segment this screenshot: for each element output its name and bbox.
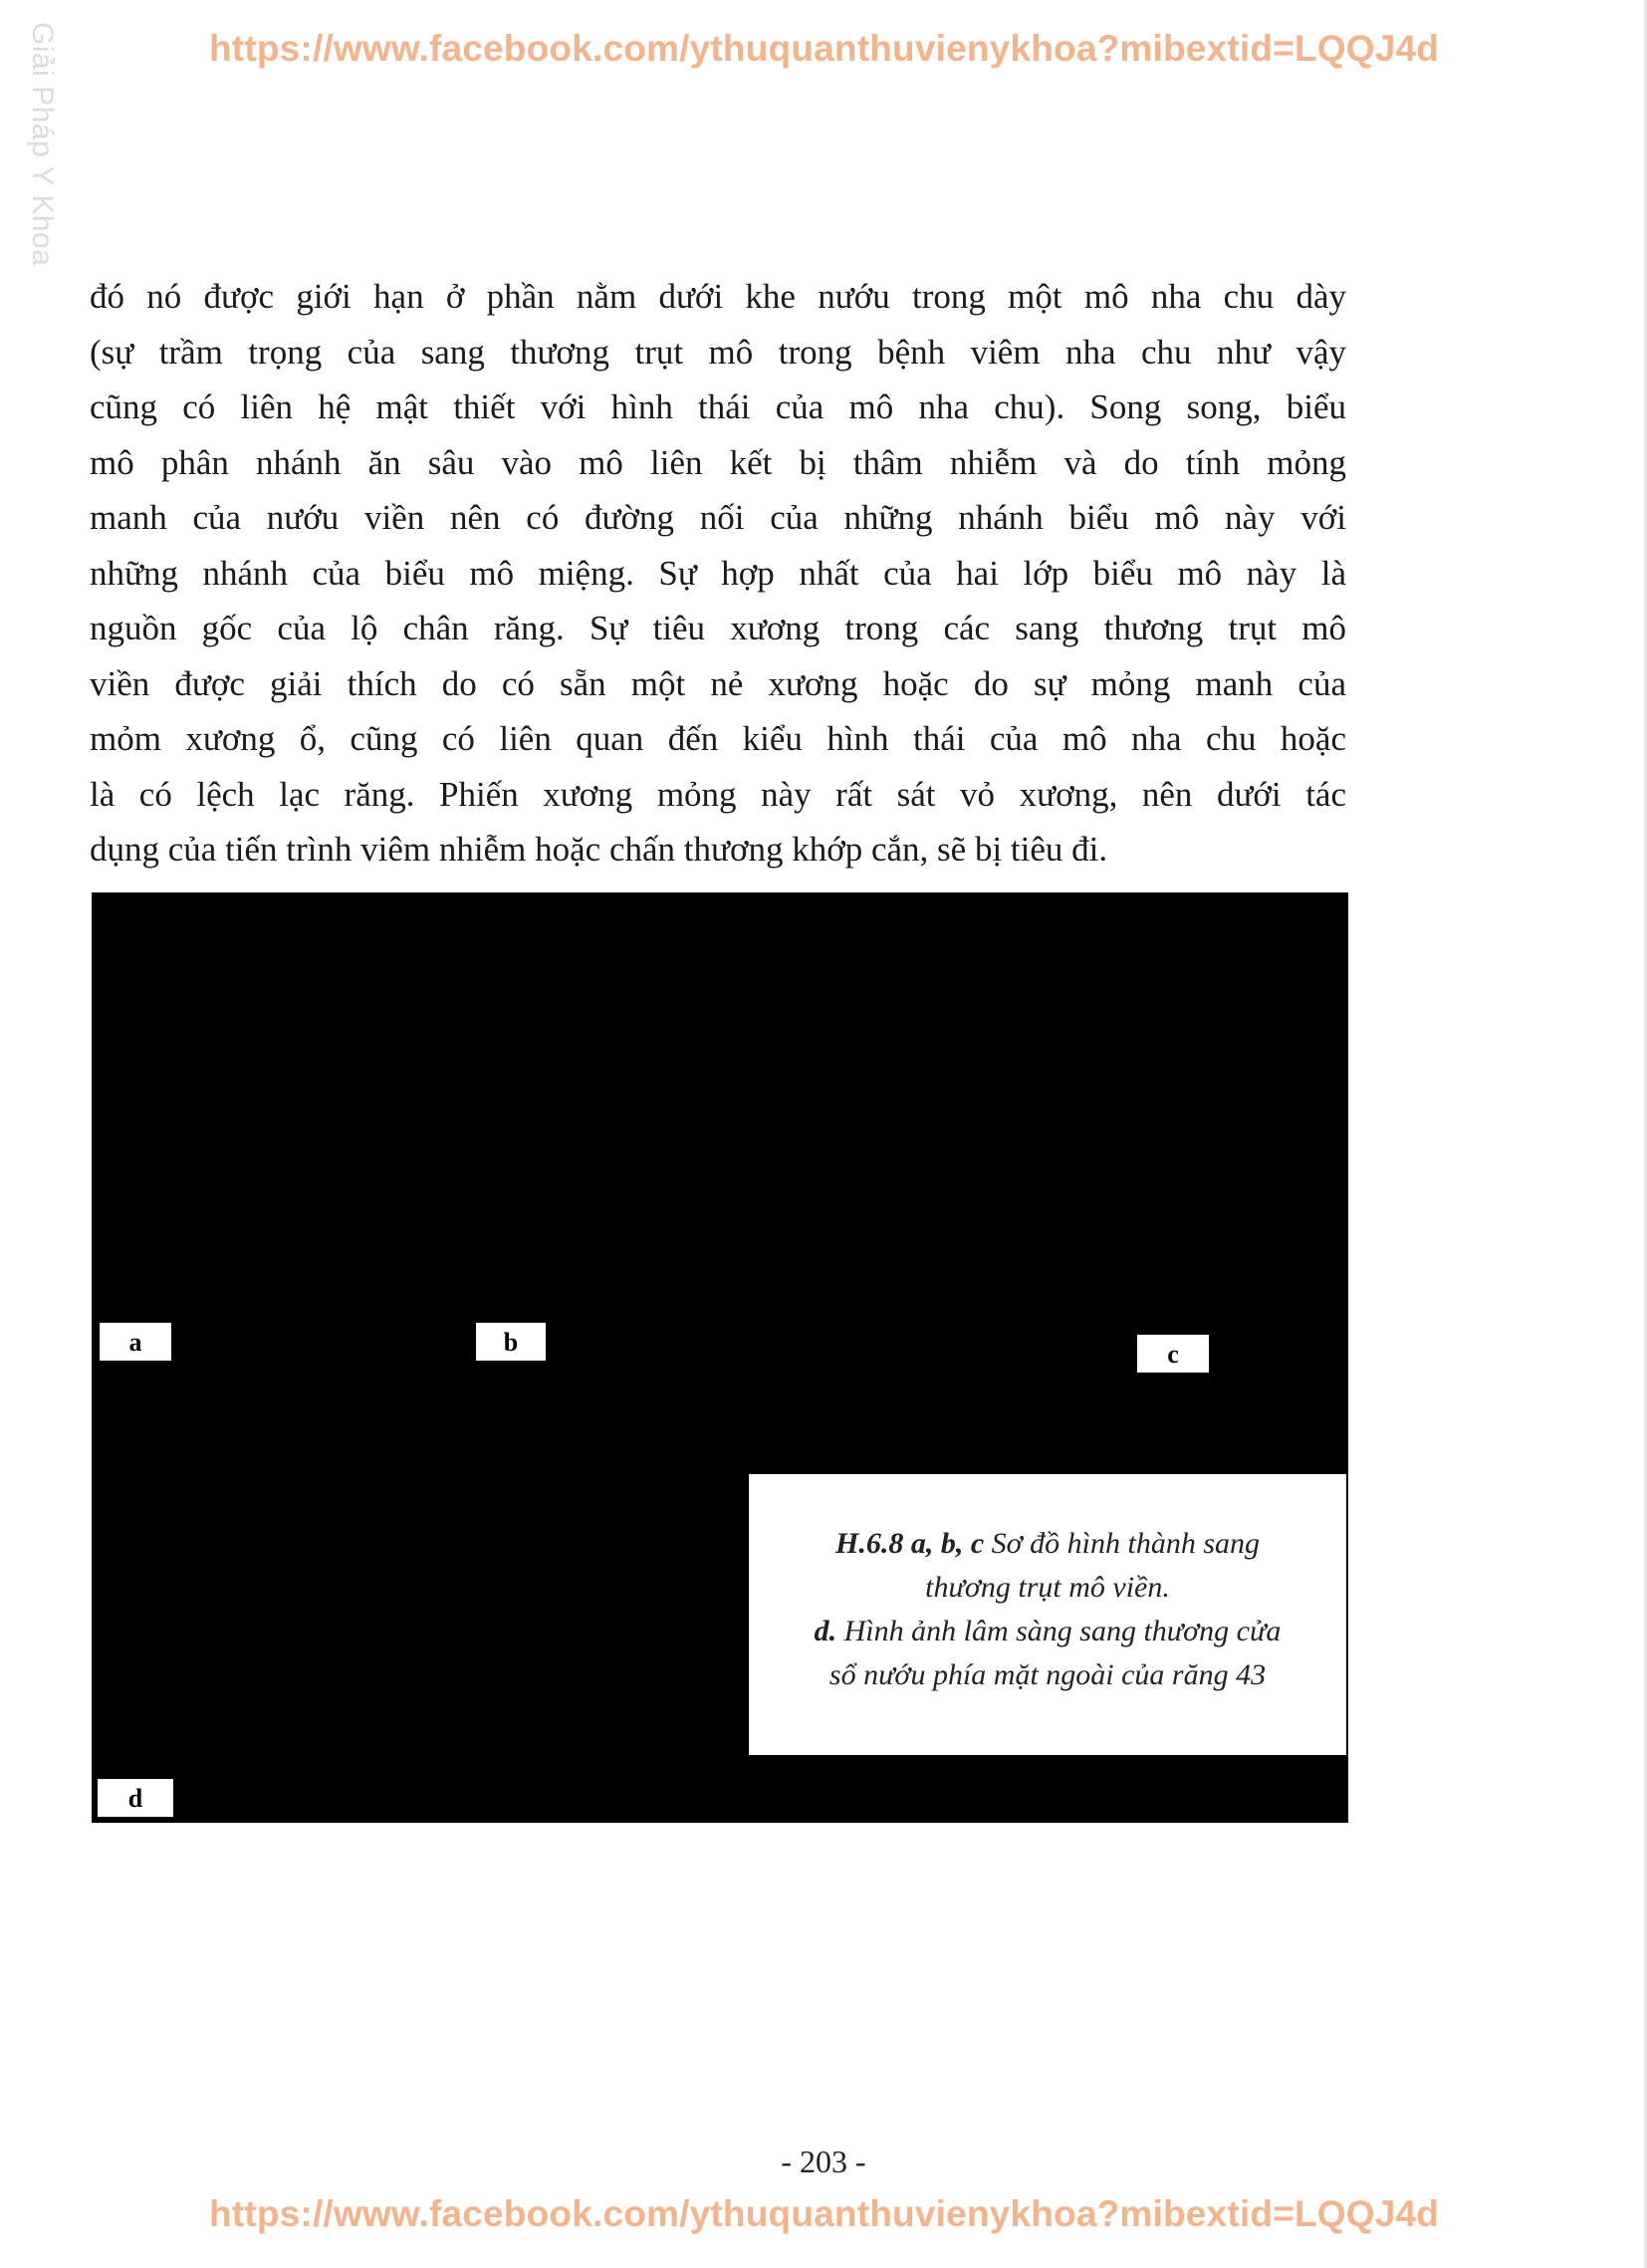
- caption-line: sổ nướu phía mặt ngoài của răng 43: [828, 1658, 1267, 1691]
- figure-label-b: b: [474, 1321, 548, 1363]
- body-line: mỏm xương ổ, cũng có liên quan đến kiểu hình thái của mô nha chu hoặc: [90, 719, 1346, 758]
- page-number: - 203 -: [781, 2143, 866, 2179]
- header-facebook-link[interactable]: https://www.facebook.com/ythuquanthuvienykhoa?mibextid=LQQJ4d: [209, 28, 1440, 69]
- watermark-text: Giải Pháp Y Khoa: [26, 22, 59, 267]
- figure-label-d: d: [96, 1777, 175, 1819]
- figure-label-a: a: [98, 1321, 173, 1363]
- body-line: là có lệch lạc răng. Phiến xương mỏng này rất sát vỏ xương, nên dưới tác: [90, 774, 1346, 814]
- figure-h6-8: [92, 892, 1348, 1823]
- figure-label-c: c: [1135, 1333, 1211, 1375]
- body-line: viền được giải thích do có sẵn một nẻ xương hoặc do sự mỏng manh của: [90, 663, 1346, 703]
- caption-figure-ref: d.: [814, 1615, 837, 1647]
- side-watermark: [26, 22, 69, 331]
- footer-facebook-link[interactable]: https://www.facebook.com/ythuquanthuvienykhoa?mibextid=LQQJ4d: [209, 2193, 1440, 2234]
- body-line: cũng có liên hệ mật thiết với hình thái của mô nha chu). Song song, biểu: [90, 387, 1346, 426]
- caption-line: [749, 1610, 1346, 1653]
- caption-figure-ref: H.6.8 a, b, c: [834, 1527, 985, 1560]
- body-line: nguồn gốc của lộ chân răng. Sự tiêu xương trong các sang thương trụt mô: [90, 609, 1346, 647]
- caption-line: [749, 1522, 1346, 1566]
- caption-text: Sơ đồ hình thành sang: [984, 1527, 1260, 1560]
- body-line: dụng của tiến trình viêm nhiễm hoặc chấn thương khớp cắn, sẽ bị tiêu đi.: [90, 830, 1108, 869]
- figure-caption: [749, 1474, 1346, 1755]
- caption-line: thương trụt mô viền.: [925, 1571, 1170, 1604]
- body-line: đó nó được giới hạn ở phần nằm dưới khe nướu trong một mô nha chu dày: [90, 277, 1346, 316]
- caption-text: Hình ảnh lâm sàng sang thương cửa: [836, 1615, 1282, 1647]
- body-line: những nhánh của biểu mô miệng. Sự hợp nhất của hai lớp biểu mô này là: [90, 553, 1346, 593]
- body-line: (sự trầm trọng của sang thương trụt mô trong bệnh viêm nha chu như vậy: [90, 332, 1346, 372]
- body-line: mô phân nhánh ăn sâu vào mô liên kết bị thâm nhiễm và do tính mỏng: [90, 442, 1346, 482]
- body-line: manh của nướu viền nên có đường nối của những nhánh biểu mô này với: [90, 498, 1346, 537]
- body-paragraph: [90, 269, 1346, 878]
